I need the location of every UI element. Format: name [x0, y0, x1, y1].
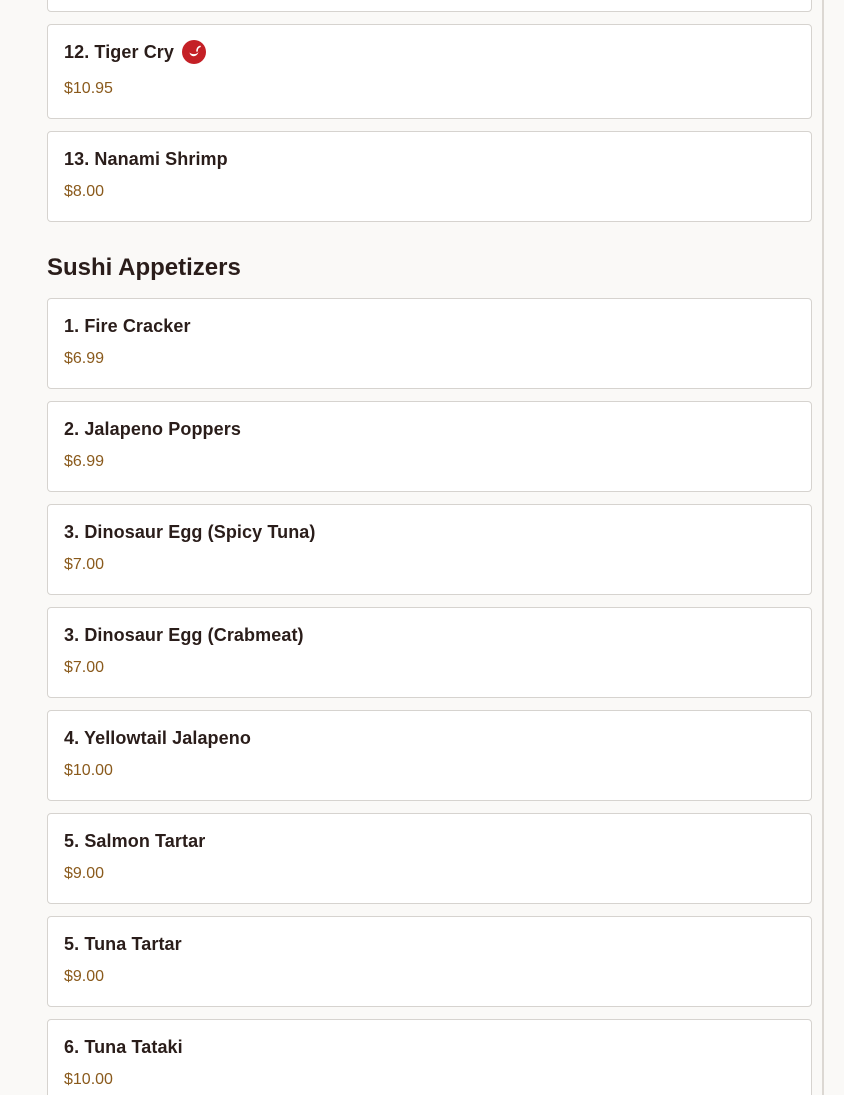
menu-item-name-row — [64, 624, 795, 646]
menu-item-price: $10.00 — [64, 762, 113, 779]
spicy-chili-icon — [182, 40, 206, 64]
menu-item-price: $10.95 — [64, 80, 113, 97]
menu-item-name-row — [64, 933, 795, 955]
menu-item-card[interactable] — [47, 24, 812, 119]
menu-item-card[interactable] — [47, 607, 812, 698]
menu-item-name-row — [64, 418, 795, 440]
menu-item-card[interactable] — [47, 710, 812, 801]
menu-item-name: 12. Tiger Cry — [64, 41, 175, 62]
scroll-divider — [822, 0, 824, 1095]
menu-item-card-partial[interactable] — [47, 0, 812, 12]
menu-item-name-row — [64, 315, 795, 337]
menu-item-card[interactable] — [47, 916, 812, 1007]
menu-item-name: 2. Jalapeno Poppers — [64, 418, 241, 439]
menu-item-name: 13. Nanami Shrimp — [64, 148, 228, 169]
menu-item-name-row — [64, 521, 795, 543]
menu-item-name: 1. Fire Cracker — [64, 315, 191, 336]
menu-item-name-row — [64, 41, 795, 63]
menu-item-name: 4. Yellowtail Jalapeno — [64, 727, 251, 748]
menu-item-price: $9.00 — [64, 968, 105, 985]
menu-item-price: $7.00 — [64, 556, 105, 573]
menu-item-price: $6.99 — [64, 350, 105, 367]
menu-item-card[interactable] — [47, 401, 812, 492]
section-title: Sushi Appetizers — [47, 254, 241, 281]
menu-item-name: 5. Tuna Tartar — [64, 933, 182, 954]
menu-item-name: 3. Dinosaur Egg (Spicy Tuna) — [64, 521, 316, 542]
menu-item-card[interactable] — [47, 298, 812, 389]
menu-list — [47, 0, 812, 1095]
menu-item-name-row — [64, 1036, 795, 1058]
menu-item-price: $6.99 — [64, 453, 105, 470]
menu-item-price: $10.00 — [64, 1071, 113, 1088]
menu-item-price: $8.00 — [64, 183, 105, 200]
menu-item-card[interactable] — [47, 131, 812, 222]
menu-item-name-row — [64, 148, 795, 170]
menu-item-card[interactable] — [47, 504, 812, 595]
menu-item-name: 5. Salmon Tartar — [64, 830, 206, 851]
menu-item-name: 6. Tuna Tataki — [64, 1036, 183, 1057]
menu-item-card[interactable] — [47, 1019, 812, 1095]
menu-item-card[interactable] — [47, 813, 812, 904]
menu-item-name: 3. Dinosaur Egg (Crabmeat) — [64, 624, 304, 645]
menu-item-price: $7.00 — [64, 659, 105, 676]
menu-item-name-row — [64, 830, 795, 852]
menu-item-price: $9.00 — [64, 865, 105, 882]
menu-item-name-row — [64, 727, 795, 749]
